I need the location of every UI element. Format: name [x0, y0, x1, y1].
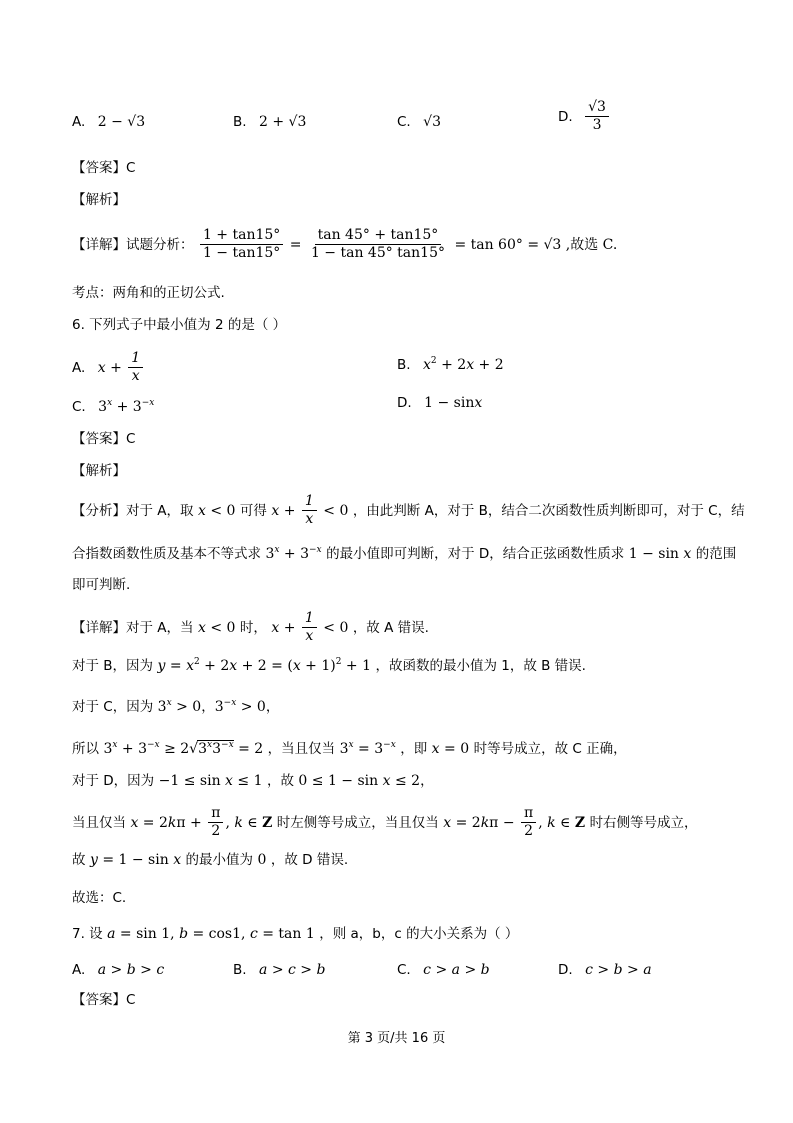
q5-answer: 【答案】C [72, 160, 136, 176]
option-label: A. [72, 359, 86, 376]
option-value: √3 [423, 114, 441, 130]
q6-detail-line1: 【详解】对于 A，当 x < 0 时， x + $\frac{1}{x}$ < 0 ，故 A 错误. [72, 610, 429, 645]
text: ，故 [266, 773, 294, 789]
text: ，故函数的最小值为 1，故 B 错误. [375, 658, 586, 674]
q5-option-a [72, 112, 145, 132]
text: 的最小值即可判断，对于 D，结合正弦函数性质求 [326, 546, 625, 562]
text: ，故 A 错误. [352, 619, 429, 636]
page-footer: 第 3 页/共 16 页 [347, 1031, 446, 1046]
option-label: C. [397, 114, 411, 130]
option-label: C. [397, 962, 411, 978]
q6-detail-line3: 对于 C，因为 $3^x > 0$，$3^{-x} > 0$， [72, 698, 280, 715]
text: ，由此判断 A，对于 B，结合二次函数性质判断即可，对于 C，结 [352, 502, 745, 519]
text: ，故 D 错误. [270, 852, 349, 868]
q5-option-c [397, 112, 441, 132]
fraction: $\frac{1}{x}$ [302, 494, 317, 528]
text: 时等号成立，故 C 正确， [473, 741, 627, 757]
q6-fenxi-line1: 【分析】对于 A，取 x < 0 可得 x + $\frac{1}{x}$ < 0 ，由此判断 A，对于 B，结合二次函数性质判断即可，对于 C，结 [72, 493, 745, 528]
q5-kaodian: 考点：两角和的正切公式. [72, 285, 225, 301]
q6-detail-line5: 对于 D，因为 −1 ≤ sin x ≤ 1 ，故 0 ≤ 1 − sin x ≤ 2， [72, 773, 434, 789]
text: ，即 [400, 741, 428, 757]
text: 时左侧等号成立，当且仅当 [276, 814, 439, 831]
q7-option-d [558, 960, 652, 980]
option-value: a > c > b [259, 962, 326, 978]
q6-option-d: D. 1 − sinx [397, 395, 483, 411]
q6-fenxi-line2: 合指数函数性质及基本不等式求 $3^x + 3^{-x}$ 的最小值即可判断，对于 D，结合正弦函数性质求 1 − sin x 的范围 [72, 545, 737, 562]
text: 对于 D，因为 [72, 773, 155, 789]
text: ，则 a，b，c 的大小关系为（ ） [319, 926, 519, 942]
fraction: $\frac{1 + \tan 15^\circ}{1 - \tan 15^\circ}$ [200, 228, 283, 262]
q7-stem: 7. 设 a = sin 1, b = cos1, c = tan 1 ，则 a，b，c 的大小关系为（ ） [72, 926, 519, 942]
option-label: B. [233, 962, 247, 978]
fraction: $\frac{1}{x}$ [128, 351, 143, 385]
q5-option-d [558, 100, 611, 134]
option-label: D. [558, 108, 573, 125]
q5-analysis-heading: 【解析】 [72, 192, 126, 208]
q7-option-b [233, 960, 325, 980]
text: 7. 设 [72, 926, 103, 942]
option-label: A. [72, 962, 86, 978]
q7-option-a [72, 960, 164, 980]
text: 合指数函数性质及基本不等式求 [72, 546, 261, 562]
fraction: $\frac{\pi}{2}$ [521, 806, 536, 840]
q6-option-b: B. $x^2 + 2x + 2$ [397, 356, 504, 373]
option-label: B. [397, 357, 411, 373]
option-value: 2 + √3 [259, 114, 307, 130]
option-value: c > b > a [585, 962, 652, 978]
option-label: D. [558, 962, 573, 978]
text: 时右侧等号成立， [589, 814, 698, 831]
q6-detail-line4: 所以 $3^x + 3^{-x} \ge 2√3^x3^{-x} = 2$ ，当且仅当 $3^x = 3^{-x}$ ，即 x = 0 时等号成立，故 C 正确， [72, 740, 627, 757]
option-value: c > a > b [423, 962, 490, 978]
fraction: $\frac{\tan 45^\circ + \tan 15^\circ}{1 - \tan 45^\circ \tan 15^\circ}$ [310, 227, 445, 262]
q6-detail-line7: 故 y = 1 − sin x 的最小值为 0 ，故 D 错误. [72, 852, 349, 868]
fraction: $\frac{√3}{3}$ [585, 100, 609, 134]
text: 对于 B，因为 [72, 658, 154, 674]
text: 对于 C，因为 [72, 699, 154, 715]
q6-stem: 6. 下列式子中最小值为 2 的是（ ） [72, 317, 287, 333]
option-value: 2 − √3 [97, 114, 146, 130]
text: 【分析】对于 A，取 [72, 502, 194, 519]
text: 时， [239, 619, 267, 636]
text: 可得 [239, 502, 267, 519]
q6-option-c: C. $3^x + 3^{-x}$ [72, 398, 155, 415]
q6-detail-line2: 对于 B，因为 $y = x^2 + 2x + 2 = (x + 1)^2 + 1$ ，故函数的最小值为 1，故 B 错误. [72, 657, 586, 674]
q5-option-b [233, 112, 306, 132]
text: 【详解】对于 A，当 [72, 619, 194, 636]
text: ，当且仅当 [267, 741, 336, 757]
fraction: $\frac{1}{x}$ [302, 611, 317, 645]
text: 的范围 [695, 546, 737, 562]
q6-option-a: A. x + $\frac{1}{x}$ [72, 351, 145, 385]
q6-fenxi-line3: 即可判断. [72, 577, 131, 593]
q6-analysis-heading: 【解析】 [72, 463, 126, 479]
option-label: D. [397, 395, 412, 411]
option-label: B. [233, 114, 247, 130]
q7-answer: 【答案】C [72, 992, 136, 1008]
option-value: a > b > c [97, 962, 165, 978]
detail-prefix: 【详解】试题分析： [72, 236, 194, 253]
text: 所以 [72, 741, 99, 757]
text: 的最小值为 [185, 852, 254, 868]
text: 故 [72, 852, 86, 868]
q6-choose: 故选：C. [72, 890, 127, 906]
result-text: = tan 60° = √3 ,故选 C. [454, 236, 618, 253]
fraction: $\frac{\pi}{2}$ [208, 806, 223, 840]
option-label: C. [72, 399, 86, 415]
q6-detail-line6: 当且仅当 x = 2kπ + $\frac{\pi}{2}$ , k ∈ Z 时左侧等号成立，当且仅当 x = 2kπ − $\frac{\pi}{2}$ , k ∈ Z 时右侧等号成立， [72, 805, 698, 840]
q6-answer: 【答案】C [72, 431, 136, 447]
text: 当且仅当 [72, 814, 126, 831]
q7-option-c [397, 960, 490, 980]
q5-detail: 【详解】试题分析： $\frac{1 + \tan 15^\circ}{1 - \tan 15^\circ}$ = $\frac{\tan 45^\circ + \tan 15^\circ}{1 - \tan 45^\circ \tan 15^\circ}$ = tan 60° = √3 ,故选 C. [72, 227, 618, 262]
option-label: A. [72, 114, 86, 130]
